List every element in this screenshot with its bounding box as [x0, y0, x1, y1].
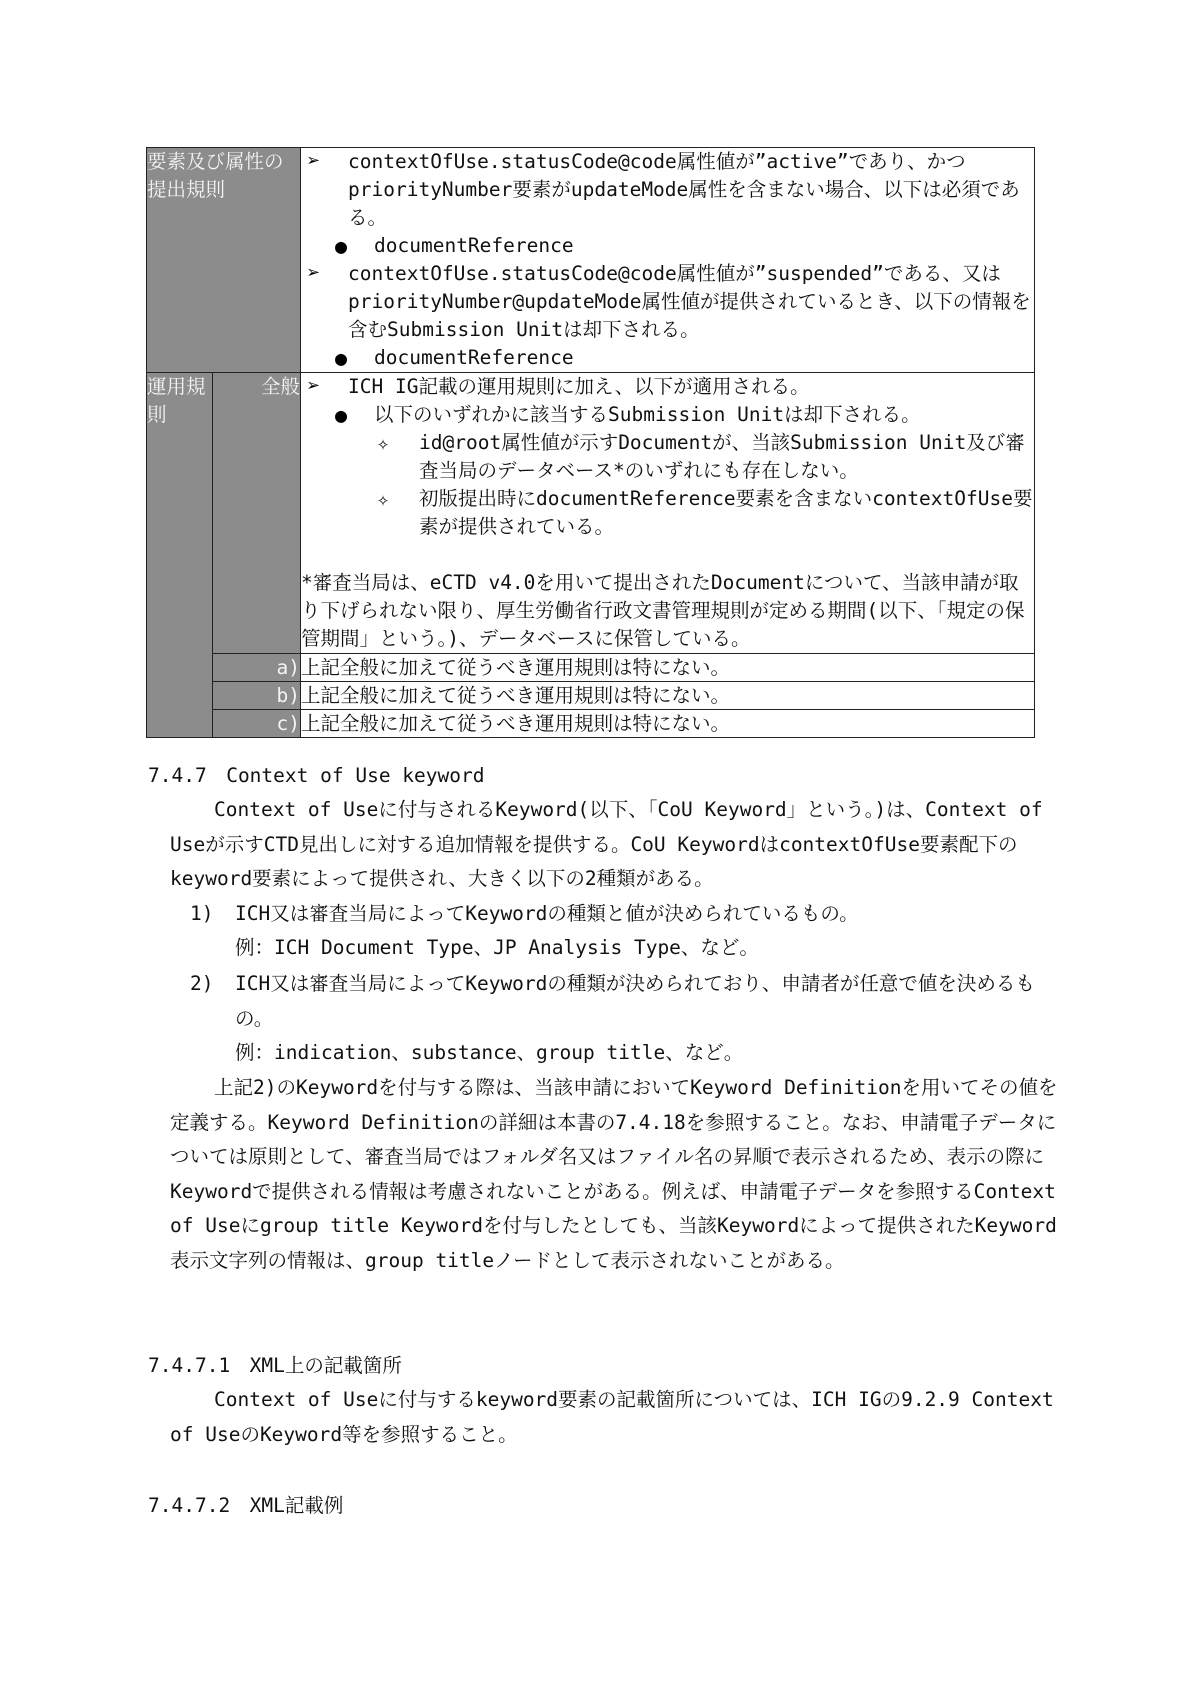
list-item-text: 以下のいずれかに該当するSubmission Unitは却下される。 [374, 403, 921, 426]
list-item [301, 344, 1034, 372]
sub-row-text: 上記全般に加えて従うべき運用規則は特にない。 [301, 710, 1035, 738]
table-row-sub-a [147, 654, 1035, 682]
submission-rules-content [301, 148, 1035, 373]
list-item-text: 初版提出時にdocumentReference要素を含まないcontextOfUse要素が提供されている。 [419, 487, 1033, 538]
list-item-number: 1) [190, 902, 214, 925]
list-item-number: 2) [190, 972, 214, 995]
list-item-text: documentReference [374, 234, 574, 257]
row-label-operational-rules: 運用規則 [147, 373, 213, 738]
list-item-text: contextOfUse.statusCode@code属性値が”active”であり、かつpriorityNumber要素がupdateMode属性を含まない場合、以下は必須である。 [348, 150, 1020, 229]
dot-bullet-icon: ● [335, 234, 348, 258]
list-item [301, 373, 1034, 401]
sub-label-general: 全般 [213, 373, 301, 654]
list-item-text: ICH又は審査当局によってKeywordの種類が決められており、申請者が任意で値を決めるもの。 [235, 972, 1035, 1030]
list-item-text: documentReference [374, 346, 574, 369]
list-item-1 [190, 897, 1035, 932]
arrow-bullet-icon: ➢ [307, 261, 321, 286]
section-closing-paragraph: 上記2)のKeywordを付与する際は、当該申請においてKeyword Definitionを用いてその値を定義する。Keyword Definitionの詳細は本書の7.4.18を参照すること。なお、申請電子データについては原則として、審査当局ではフォルダ名又はファイル名の昇順で表示されるため、表示の際にKeywordで提供される情報は考慮されないことがある。例えば、申請電子データを参照するContext of Useにgroup title Keywordを付与したとしても、当該Keywordによって提供されたKeyword表示文字列の情報は、group titleノードとして表示されないことがある。 [170, 1076, 1058, 1272]
row-label-submission-rules: 要素及び属性の提出規則 [147, 148, 301, 373]
dot-bullet-icon: ● [335, 403, 348, 427]
list-item [301, 485, 1034, 541]
table-row-submission-rules [147, 148, 1035, 373]
dot-bullet-icon: ● [335, 346, 348, 370]
sub-label-a: a) [213, 654, 301, 682]
footnote-text: *審査当局は、eCTD v4.0を用いて提出されたDocumentについて、当該申請が取り下げられない限り、厚生労働省行政文書管理規則が定める期間(以下、「規定の保管期間」という。)、データベースに保管している。 [301, 571, 1025, 650]
arrow-bullet-icon: ➢ [307, 374, 321, 399]
operational-rules-content [301, 373, 1035, 654]
table-row-operational-general [147, 373, 1035, 654]
arrow-bullet-icon: ➢ [307, 149, 321, 174]
sub-label-b: b) [213, 682, 301, 710]
diamond-star-icon: ✧ [377, 431, 390, 455]
list-item-text: ICH又は審査当局によってKeywordの種類と値が決められているもの。 [235, 902, 859, 925]
list-item-text: contextOfUse.statusCode@code属性値が”suspended”である、又はpriorityNumber@updateMode属性値が提供されているとき、以下の情報を含むSubmission Unitは却下される。 [348, 262, 1031, 341]
section-heading-7-4-7: 7.4.7 Context of Use keyword [148, 764, 485, 787]
table-row-sub-c [147, 710, 1035, 738]
list-item-2 [190, 967, 1035, 1030]
list-item [301, 429, 1034, 485]
sub-label-c: c) [213, 710, 301, 738]
section-intro-paragraph: Context of Useに付与されるKeyword(以下、「CoU Keyword」という。)は、Context of Useが示すCTD見出しに対する追加情報を提供する。CoU KeywordはcontextOfUse要素配下のkeyword要素によって提供され、大きく以下の2種類がある。 [170, 798, 1043, 891]
list-item-text: id@root属性値が示すDocumentが、当該Submission Unit及び審査当局のデータベース*のいずれにも存在しない。 [419, 431, 1025, 482]
sub-row-text: 上記全般に加えて従うべき運用規則は特にない。 [301, 654, 1035, 682]
list-item-example: 例：indication、substance、group title、など。 [235, 1041, 744, 1064]
list-item [301, 148, 1034, 232]
list-item-example: 例：ICH Document Type、JP Analysis Type、など。 [235, 936, 759, 959]
list-item-text: ICH IG記載の運用規則に加え、以下が適用される。 [348, 375, 810, 398]
sub-row-text: 上記全般に加えて従うべき運用規則は特にない。 [301, 682, 1035, 710]
table-row-sub-b [147, 682, 1035, 710]
list-item [301, 401, 1034, 429]
rules-table [146, 147, 1035, 738]
diamond-star-icon: ✧ [377, 487, 390, 511]
list-item [301, 260, 1034, 344]
section-7-4-7-1-paragraph: Context of Useに付与するkeyword要素の記載箇所については、ICH IGの9.2.9 Context of UseのKeyword等を参照すること。 [170, 1388, 1054, 1446]
section-heading-7-4-7-2: 7.4.7.2 XML記載例 [148, 1494, 344, 1517]
section-heading-7-4-7-1: 7.4.7.1 XML上の記載箇所 [148, 1354, 402, 1377]
list-item [301, 232, 1034, 260]
